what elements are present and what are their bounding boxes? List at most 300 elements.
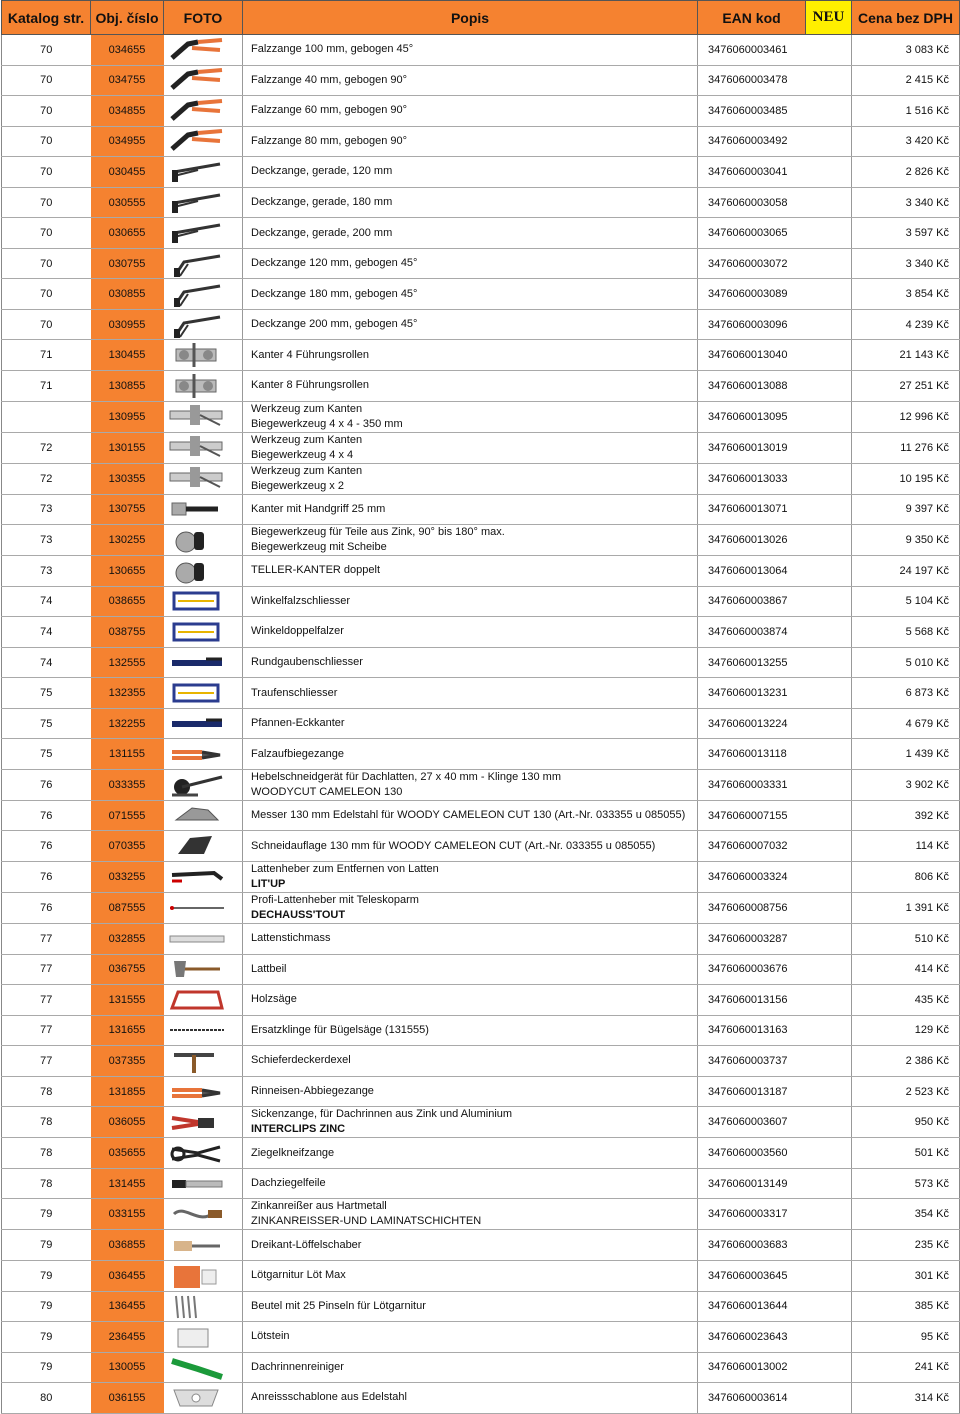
cell-desc [243,1138,698,1169]
table-row [2,1291,960,1322]
cell-desc [243,1015,698,1046]
telescopic-lifter-icon [168,894,228,922]
desc-line-1: Winkeldoppelfalzer [251,625,344,638]
cell-ean: 3476060013187 [698,1076,852,1107]
cell-page: 79 [2,1322,91,1353]
table-row [2,340,960,371]
cell-ean: 3476060003478 [698,65,852,96]
cell-obj: 131655 [91,1015,164,1046]
cell-ean: 3476060007032 [698,831,852,862]
cell-desc [243,248,698,279]
cell-ean: 3476060013149 [698,1168,852,1199]
cell-ean: 3476060013019 [698,432,852,463]
bent-tongs-icon [168,250,228,278]
cell-obj: 130355 [91,463,164,494]
cell-price: 806 Kč [852,862,960,893]
bent-tongs-icon [168,280,228,308]
bent-tongs-icon [168,311,228,339]
desc-line-1: Rundgaubenschliesser [251,656,363,669]
table-row [2,96,960,127]
cell-page: 77 [2,924,91,955]
bent-pliers-icon [168,127,228,155]
cell-obj: 131855 [91,1076,164,1107]
desc-line-1: Falzzange 40 mm, gebogen 90° [251,73,408,86]
bent-pliers-icon [168,66,228,94]
cell-obj: 038755 [91,617,164,648]
desc-line-1: Werkzeug zum Kanten [251,402,363,415]
cell-photo [164,924,243,955]
cell-price: 10 195 Kč [852,463,960,494]
desc-line-1: Rinneisen-Abbiegezange [251,1085,374,1098]
cell-page: 76 [2,831,91,862]
crimp-pliers-icon [168,1108,228,1136]
table-row [2,248,960,279]
header-obj: Obj. číslo [91,1,164,35]
cell-ean: 3476060003041 [698,157,852,188]
table-row [2,1107,960,1138]
table-row [2,279,960,310]
cell-page: 70 [2,65,91,96]
header-photo: FOTO [164,1,243,35]
cell-price: 12 996 Kč [852,401,960,432]
cell-photo [164,248,243,279]
cell-photo [164,1230,243,1261]
cell-price: 1 391 Kč [852,893,960,924]
cell-page: 78 [2,1076,91,1107]
cell-ean: 3476060013002 [698,1352,852,1383]
cell-desc [243,371,698,402]
table-row [2,218,960,249]
cell-price: 3 340 Kč [852,248,960,279]
cell-desc [243,401,698,432]
header-row [2,1,960,35]
cell-page: 74 [2,647,91,678]
table-row [2,708,960,739]
desc-line-1: Anreissschablone aus Edelstahl [251,1391,407,1404]
cell-ean: 3476060013026 [698,525,852,556]
cell-ean: 3476060003287 [698,924,852,955]
cell-price: 9 350 Kč [852,525,960,556]
cell-page: 76 [2,800,91,831]
cell-desc [243,1260,698,1291]
desc-line-1: Sickenzange, für Dachrinnen aus Zink und Aluminium [251,1108,513,1121]
cell-obj: 130855 [91,371,164,402]
cell-photo [164,893,243,924]
table-row [2,831,960,862]
cell-price: 435 Kč [852,985,960,1016]
cell-page: 71 [2,371,91,402]
cell-photo [164,494,243,525]
cell-obj: 032855 [91,924,164,955]
cell-obj: 132255 [91,708,164,739]
desc-line-2: ZINKANREISSER-UND LAMINATSCHICHTEN [251,1215,482,1228]
table-row [2,126,960,157]
cell-obj: 036755 [91,954,164,985]
cell-price: 27 251 Kč [852,371,960,402]
long-closer-icon [168,710,228,738]
cell-photo [164,739,243,770]
cell-desc [243,831,698,862]
desc-line-1: Deckzange 180 mm, gebogen 45° [251,287,418,300]
cell-photo [164,586,243,617]
cell-photo [164,187,243,218]
desc-line-1: Biegewerkzeug für Teile aus Zink, 90° bis 180° max. [251,526,505,539]
cell-obj: 034755 [91,65,164,96]
cell-photo [164,985,243,1016]
long-pliers-icon [168,740,228,768]
cell-page: 76 [2,893,91,924]
desc-line-1: Ziegelkneifzange [251,1146,335,1159]
cell-price: 129 Kč [852,1015,960,1046]
cell-ean: 3476060003317 [698,1199,852,1230]
cell-page: 74 [2,617,91,648]
cell-page: 76 [2,862,91,893]
cell-price: 3 340 Kč [852,187,960,218]
desc-line-1: Lötgarnitur Löt Max [251,1269,346,1282]
cell-ean: 3476060003096 [698,309,852,340]
cell-photo [164,1138,243,1169]
table-row [2,1383,960,1414]
cell-desc [243,769,698,800]
cell-obj: 070355 [91,831,164,862]
cell-ean: 3476060003683 [698,1230,852,1261]
cell-price: 2 523 Kč [852,1076,960,1107]
cell-ean: 3476060013224 [698,708,852,739]
cell-obj: 037355 [91,1046,164,1077]
cell-desc [243,893,698,924]
cell-page: 70 [2,218,91,249]
cell-page: 77 [2,954,91,985]
cell-desc [243,1291,698,1322]
cell-ean: 3476060003089 [698,279,852,310]
seam-closer-icon [168,679,228,707]
cell-price: 573 Kč [852,1168,960,1199]
cell-ean: 3476060003461 [698,35,852,66]
cell-page: 70 [2,35,91,66]
table-row [2,309,960,340]
cell-desc [243,494,698,525]
cell-page: 79 [2,1260,91,1291]
cell-page: 78 [2,1168,91,1199]
cell-desc [243,157,698,188]
table-row [2,800,960,831]
cell-page: 77 [2,1046,91,1077]
table-row [2,1352,960,1383]
cell-ean: 3476060013163 [698,1015,852,1046]
brushes-icon [168,1292,228,1320]
cell-photo [164,1322,243,1353]
cell-photo [164,1046,243,1077]
header-ean: EAN kod [698,1,806,35]
cell-page: 73 [2,525,91,556]
cell-desc [243,1230,698,1261]
desc-line-1: Falzzange 100 mm, gebogen 45° [251,43,414,56]
bent-pliers-icon [168,36,228,64]
desc-line-1: Deckzange, gerade, 200 mm [251,226,393,239]
cell-page: 73 [2,494,91,525]
straight-tongs-icon [168,158,228,186]
table-row [2,862,960,893]
cell-price: 6 873 Kč [852,678,960,709]
cell-price: 241 Kč [852,1352,960,1383]
long-closer-icon [168,649,228,677]
cell-obj: 034855 [91,96,164,127]
cell-ean: 3476060008756 [698,893,852,924]
cell-photo [164,371,243,402]
desc-line-1: Pfannen-Eckkanter [251,717,345,730]
cell-page: 74 [2,586,91,617]
desc-line-1: Schieferdeckerdexel [251,1054,351,1067]
table-row [2,432,960,463]
cell-photo [164,556,243,587]
cell-obj: 034955 [91,126,164,157]
header-page: Katalog str. [2,1,91,35]
cell-price: 3 597 Kč [852,218,960,249]
bending-tool-icon [168,465,228,493]
cell-price: 501 Kč [852,1138,960,1169]
table-row [2,617,960,648]
cell-obj: 030955 [91,309,164,340]
cell-price: 3 902 Kč [852,769,960,800]
cell-price: 5 568 Kč [852,617,960,648]
table-row [2,586,960,617]
desc-line-2: LIT'UP [251,878,286,891]
cell-obj: 030655 [91,218,164,249]
cell-page: 70 [2,309,91,340]
desc-line-1: Lattenstichmass [251,932,331,945]
template-icon [168,1384,228,1412]
cell-ean: 3476060013231 [698,678,852,709]
desc-line-2: DECHAUSS'TOUT [251,909,346,922]
cell-page: 70 [2,126,91,157]
cell-obj: 036855 [91,1230,164,1261]
cell-photo [164,279,243,310]
cell-photo [164,218,243,249]
table-row [2,1230,960,1261]
cell-desc [243,35,698,66]
header-desc: Popis [243,1,698,35]
desc-line-1: Lötstein [251,1330,290,1343]
cell-ean: 3476060003676 [698,954,852,985]
solder-kit-icon [168,1262,228,1290]
cell-desc [243,218,698,249]
cell-ean: 3476060003645 [698,1260,852,1291]
cell-ean: 3476060013064 [698,556,852,587]
cell-desc [243,1168,698,1199]
cell-photo [164,769,243,800]
table-row [2,647,960,678]
cell-desc [243,1383,698,1414]
cell-photo [164,617,243,648]
blade-icon [168,802,228,830]
cell-ean: 3476060013255 [698,647,852,678]
cell-obj: 030455 [91,157,164,188]
cell-desc [243,862,698,893]
desc-line-2: Biegewerkzeug x 2 [251,479,344,492]
cell-desc [243,1322,698,1353]
cell-obj: 034655 [91,35,164,66]
table-row [2,1168,960,1199]
scriber-icon [168,1200,228,1228]
cell-price: 4 679 Kč [852,708,960,739]
cell-page: 79 [2,1199,91,1230]
cell-photo [164,35,243,66]
table-row [2,556,960,587]
desc-line-1: Dachrinnenreiniger [251,1360,344,1373]
cell-price: 3 854 Kč [852,279,960,310]
cell-obj: 033155 [91,1199,164,1230]
cell-desc [243,924,698,955]
cell-price: 414 Kč [852,954,960,985]
cell-desc [243,432,698,463]
seam-closer-icon [168,618,228,646]
cell-desc [243,985,698,1016]
cell-obj: 130155 [91,432,164,463]
desc-line-1: Schneidauflage 130 mm für WOODY CAMELEON CUT (Art.-Nr. 033355 u 085055) [251,839,656,852]
cell-photo [164,65,243,96]
cell-ean: 3476060003324 [698,862,852,893]
cell-ean: 3476060013071 [698,494,852,525]
cell-photo [164,862,243,893]
cell-price: 301 Kč [852,1260,960,1291]
saw-blade-icon [168,1016,228,1044]
desc-line-1: Deckzange, gerade, 180 mm [251,196,393,208]
cell-ean: 3476060003485 [698,96,852,127]
cell-desc [243,739,698,770]
cell-ean: 3476060013095 [698,401,852,432]
cell-price: 11 276 Kč [852,432,960,463]
cell-photo [164,1076,243,1107]
cell-photo [164,800,243,831]
table-row [2,65,960,96]
cell-obj: 035655 [91,1138,164,1169]
cell-desc [243,187,698,218]
cell-photo [164,647,243,678]
cell-page: 79 [2,1352,91,1383]
seam-closer-icon [168,587,228,615]
header-price: Cena bez DPH [852,1,960,35]
cell-ean: 3476060023643 [698,1322,852,1353]
cell-ean: 3476060003072 [698,248,852,279]
desc-line-1: Kanter 4 Führungsrollen [251,348,370,361]
cell-desc [243,340,698,371]
cutting-base-icon [168,832,228,860]
cell-obj: 131455 [91,1168,164,1199]
nipper-icon [168,1139,228,1167]
cell-photo [164,126,243,157]
desc-line-1: Dachziegelfeile [251,1177,326,1190]
cell-obj: 130955 [91,401,164,432]
cell-ean: 3476060003065 [698,218,852,249]
cell-desc [243,1076,698,1107]
cell-desc [243,1199,698,1230]
cell-ean: 3476060003737 [698,1046,852,1077]
desc-line-2: WOODYCUT CAMELEON 130 [251,785,403,798]
cell-ean: 3476060003614 [698,1383,852,1414]
cell-price: 1 439 Kč [852,739,960,770]
table-row [2,401,960,432]
cell-price: 95 Kč [852,1322,960,1353]
straight-tongs-icon [168,189,228,217]
cell-photo [164,1383,243,1414]
cell-price: 5 010 Kč [852,647,960,678]
cell-obj: 236455 [91,1322,164,1353]
cell-page: 72 [2,432,91,463]
file-icon [168,1170,228,1198]
header-neu: NEU [806,1,852,35]
cell-price: 24 197 Kč [852,556,960,587]
table-row [2,1076,960,1107]
cell-obj: 033255 [91,862,164,893]
cell-price: 2 386 Kč [852,1046,960,1077]
cell-desc [243,556,698,587]
lever-cutter-icon [168,771,228,799]
cell-ean: 3476060003607 [698,1107,852,1138]
table-row [2,1015,960,1046]
cell-photo [164,678,243,709]
table-row [2,1199,960,1230]
roller-edger-icon [168,341,228,369]
handle-edger-icon [168,495,228,523]
cell-obj: 130655 [91,556,164,587]
cell-photo [164,157,243,188]
table-row [2,954,960,985]
cell-photo [164,831,243,862]
table-row [2,463,960,494]
gauge-icon [168,925,228,953]
cell-photo [164,1168,243,1199]
cell-page: 76 [2,769,91,800]
table-row [2,1046,960,1077]
cell-desc [243,586,698,617]
gutter-cleaner-icon [168,1353,228,1381]
cell-desc [243,1352,698,1383]
cell-price: 392 Kč [852,800,960,831]
table-row [2,985,960,1016]
cell-price: 235 Kč [852,1230,960,1261]
cell-ean: 3476060013033 [698,463,852,494]
cell-photo [164,954,243,985]
cell-page: 70 [2,187,91,218]
bending-tool-icon [168,434,228,462]
desc-line-1: Messer 130 mm Edelstahl für WOODY CAMELEON CUT 130 (Art.-Nr. 033355 u 085055) [251,809,686,822]
cell-page: 75 [2,678,91,709]
cell-price: 2 415 Kč [852,65,960,96]
cell-page: 78 [2,1138,91,1169]
cell-photo [164,708,243,739]
desc-line-1: Hebelschneidgerät für Dachlatten, 27 x 40 mm - Klinge 130 mm [251,770,561,783]
table-row [2,1322,960,1353]
table-row [2,769,960,800]
cell-page: 72 [2,463,91,494]
desc-line-1: Kanter 8 Führungsrollen [251,379,370,392]
cell-photo [164,1291,243,1322]
cell-price: 5 104 Kč [852,586,960,617]
cell-price: 21 143 Kč [852,340,960,371]
cell-desc [243,65,698,96]
table-row [2,678,960,709]
cell-desc [243,954,698,985]
cell-obj: 131555 [91,985,164,1016]
long-pliers-icon [168,1078,228,1106]
desc-line-2: Biegewerkzeug 4 x 4 [251,448,354,461]
cell-desc [243,800,698,831]
cell-page: 70 [2,96,91,127]
cell-page: 75 [2,708,91,739]
cell-obj: 130455 [91,340,164,371]
table-row [2,525,960,556]
cell-photo [164,1260,243,1291]
